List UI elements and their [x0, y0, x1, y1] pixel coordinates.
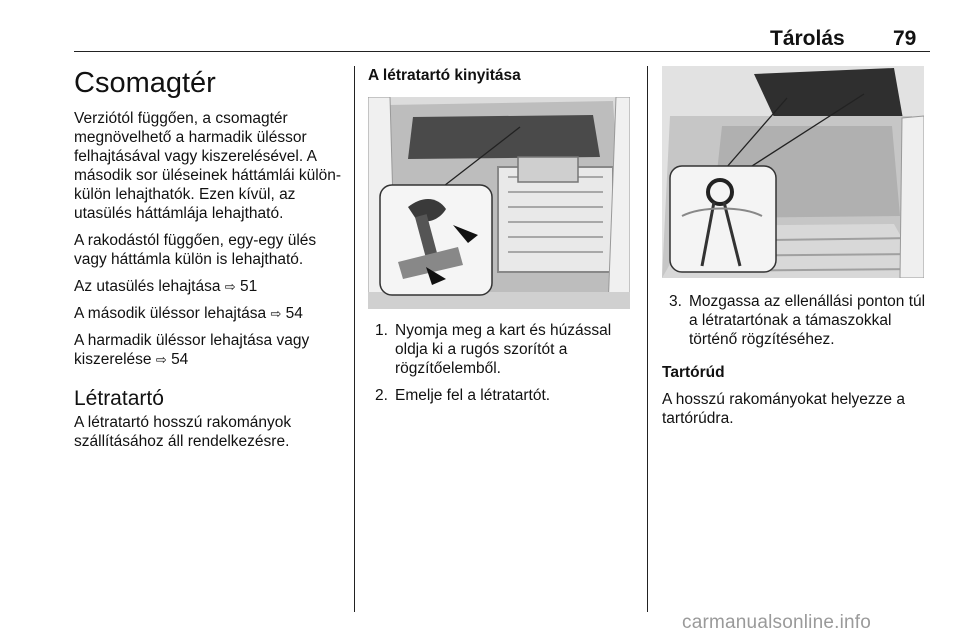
watermark: carmanualsonline.info [682, 612, 872, 633]
procedure-steps [368, 321, 640, 405]
subsection-paragraph: A létratartó hosszú rakományok szállításához áll rendelkezésre. [74, 414, 292, 450]
subsection-paragraph: A hosszú rakományokat helyezze a tartórúdra. [662, 391, 905, 427]
procedure-steps [662, 292, 934, 349]
section-heading: Csomagtér [74, 67, 216, 99]
column-divider-1 [354, 66, 355, 612]
reference-link[interactable]: 51 [240, 278, 258, 295]
reference-1: Az utasülés lehajtása ⇨ 51 [74, 278, 258, 295]
page-number: 79 [893, 27, 917, 50]
reference-2: A második üléssor lehajtása ⇨ 54 [74, 305, 303, 322]
procedure-heading: A létratartó kinyitása [368, 67, 521, 84]
procedure-step: 1. Nyomja meg a kart és húzással oldja ki a rugós szorítót a rögzítőelemből. [375, 322, 612, 377]
subsection-heading: Tartórúd [662, 364, 725, 381]
procedure-step: 3. Mozgassa az ellenállási ponton túl a létratartónak a támaszokkal történő rögzítéséhez. [669, 293, 926, 348]
header-rule [74, 51, 930, 52]
ladder-rack-raised-illustration [662, 66, 924, 278]
header-section-title: Tárolás [770, 27, 845, 50]
column-2 [368, 66, 640, 413]
page-ref-arrow-icon: ⇨ [270, 306, 282, 321]
reference-3: A harmadik üléssor lehajtása vagy kiszerelése ⇨ 54 [74, 332, 310, 368]
column-1 [74, 66, 346, 451]
reference-link[interactable]: 54 [285, 305, 303, 322]
subsection-heading: Létratartó [74, 387, 164, 410]
page-ref-arrow-icon: ⇨ [224, 279, 236, 294]
column-divider-2 [647, 66, 648, 612]
procedure-step: 2. Emelje fel a létratartót. [375, 387, 551, 404]
page-ref-arrow-icon: ⇨ [155, 352, 167, 367]
paragraph-1: Verziótól függően, a csomagtér megnövelhető a harmadik üléssor felhajtásával vagy kiszerelésével. A második sor üléseinek háttámlái külön-külön lehajthatók. Ezen kívül, az utasülés háttámlája lehajtható. [74, 110, 342, 222]
column-3 [662, 66, 934, 428]
paragraph-2: A rakodástól függően, egy-egy ülés vagy háttámla külön is lehajtható. [74, 232, 317, 268]
ladder-rack-release-illustration [368, 97, 630, 309]
reference-link[interactable]: 54 [171, 351, 189, 368]
